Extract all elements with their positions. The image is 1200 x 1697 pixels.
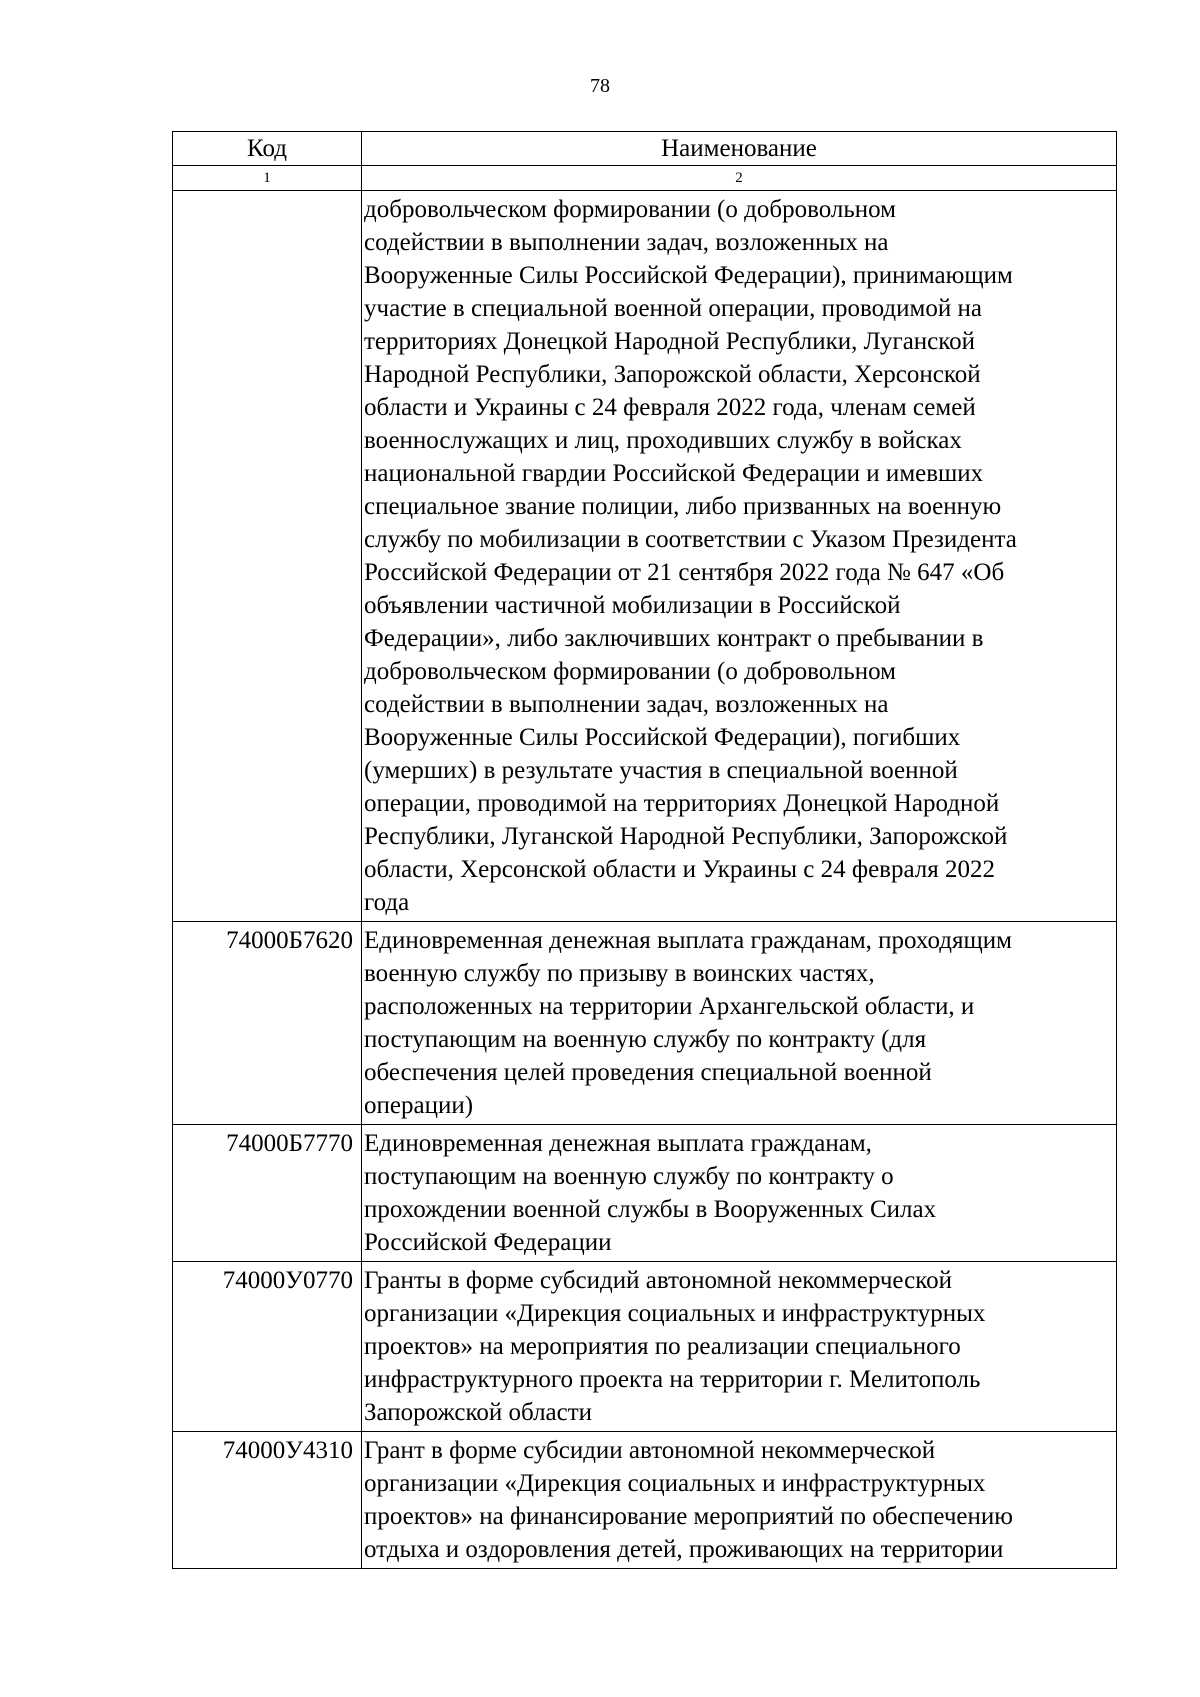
page-number: 78 — [590, 75, 610, 97]
name-line: Запорожской области — [364, 1399, 593, 1426]
row-name — [362, 922, 1117, 1125]
table-row — [173, 191, 1117, 922]
name-line: поступающим на военную службу по контракту (для — [364, 1026, 927, 1053]
name-line: поступающим на военную службу по контракту о — [364, 1163, 894, 1190]
name-line: добровольческом формировании (о добровольном — [364, 658, 896, 685]
name-line: Грант в форме субсидии автономной некоммерческой — [364, 1437, 936, 1464]
name-line: военную службу по призыву в воинских частях, — [364, 960, 875, 987]
name-line: Российской Федерации — [364, 1229, 612, 1256]
name-line: службу по мобилизации в соответствии с Указом Президента — [364, 526, 1017, 553]
name-line: операции) — [364, 1092, 474, 1119]
name-line: объявлении частичной мобилизации в Российской — [364, 592, 901, 619]
row-code: 74000Б7770 — [173, 1125, 362, 1262]
name-line: Вооруженные Силы Российской Федерации), погибших — [364, 724, 961, 751]
row-name — [362, 1432, 1117, 1569]
column-number-1: 1 — [173, 166, 362, 191]
row-name — [362, 1125, 1117, 1262]
table-row — [173, 1262, 1117, 1432]
name-line: добровольческом формировании (о добровольном — [364, 196, 896, 223]
name-line: Единовременная денежная выплата гражданам, — [364, 1130, 872, 1157]
name-line: военнослужащих и лиц, проходивших службу в войсках — [364, 427, 962, 454]
name-line: Гранты в форме субсидий автономной некоммерческой — [364, 1267, 952, 1294]
table-header-row — [173, 132, 1117, 166]
column-number-row — [173, 166, 1117, 191]
name-line: Народной Республики, Запорожской области, Херсонской — [364, 361, 981, 388]
row-name — [362, 1262, 1117, 1432]
name-line: проектов» на финансирование мероприятий по обеспечению — [364, 1503, 1013, 1530]
name-line: года — [364, 889, 410, 916]
column-number-2: 2 — [362, 166, 1117, 191]
name-line: Республики, Луганской Народной Республики, Запорожской — [364, 823, 1008, 850]
row-code: 74000У0770 — [173, 1262, 362, 1432]
name-line: инфраструктурного проекта на территории г. Мелитополь — [364, 1366, 981, 1393]
table-row — [173, 1125, 1117, 1262]
table-row — [173, 922, 1117, 1125]
name-line: прохождении военной службы в Вооруженных Силах — [364, 1196, 937, 1223]
name-line: территориях Донецкой Народной Республики, Луганской — [364, 328, 976, 355]
row-name — [362, 191, 1117, 922]
name-line: Вооруженные Силы Российской Федерации), принимающим — [364, 262, 1013, 289]
row-code: 74000Б7620 — [173, 922, 362, 1125]
table-row — [173, 1432, 1117, 1569]
name-line: специальное звание полиции, либо призванных на военную — [364, 493, 1002, 520]
name-line: отдыха и оздоровления детей, проживающих на территории — [364, 1536, 1004, 1563]
name-line: Единовременная денежная выплата гражданам, проходящим — [364, 927, 1012, 954]
name-line: участие в специальной военной операции, проводимой на — [364, 295, 982, 322]
name-line: Федерации», либо заключивших контракт о пребывании в — [364, 625, 984, 652]
name-line: обеспечения целей проведения специальной военной — [364, 1059, 932, 1086]
name-line: национальной гвардии Российской Федерации и имевших — [364, 460, 984, 487]
row-code — [173, 191, 362, 922]
name-line: операции, проводимой на территориях Донецкой Народной — [364, 790, 1000, 817]
name-line: Российской Федерации от 21 сентября 2022 года № 647 «Об — [364, 559, 1005, 586]
row-code: 74000У4310 — [173, 1432, 362, 1569]
name-line: содействии в выполнении задач, возложенных на — [364, 229, 889, 256]
name-line: проектов» на мероприятия по реализации специального — [364, 1333, 961, 1360]
name-line: (умерших) в результате участия в специальной военной — [364, 757, 958, 784]
header-code: Код — [173, 132, 362, 166]
budget-code-table — [172, 131, 1117, 1569]
name-line: организации «Дирекция социальных и инфраструктурных — [364, 1470, 986, 1497]
header-name: Наименование — [362, 132, 1117, 166]
name-line: расположенных на территории Архангельской области, и — [364, 993, 975, 1020]
name-line: содействии в выполнении задач, возложенных на — [364, 691, 889, 718]
name-line: области, Херсонской области и Украины с 24 февраля 2022 — [364, 856, 996, 883]
name-line: области и Украины с 24 февраля 2022 года, членам семей — [364, 394, 976, 421]
name-line: организации «Дирекция социальных и инфраструктурных — [364, 1300, 986, 1327]
